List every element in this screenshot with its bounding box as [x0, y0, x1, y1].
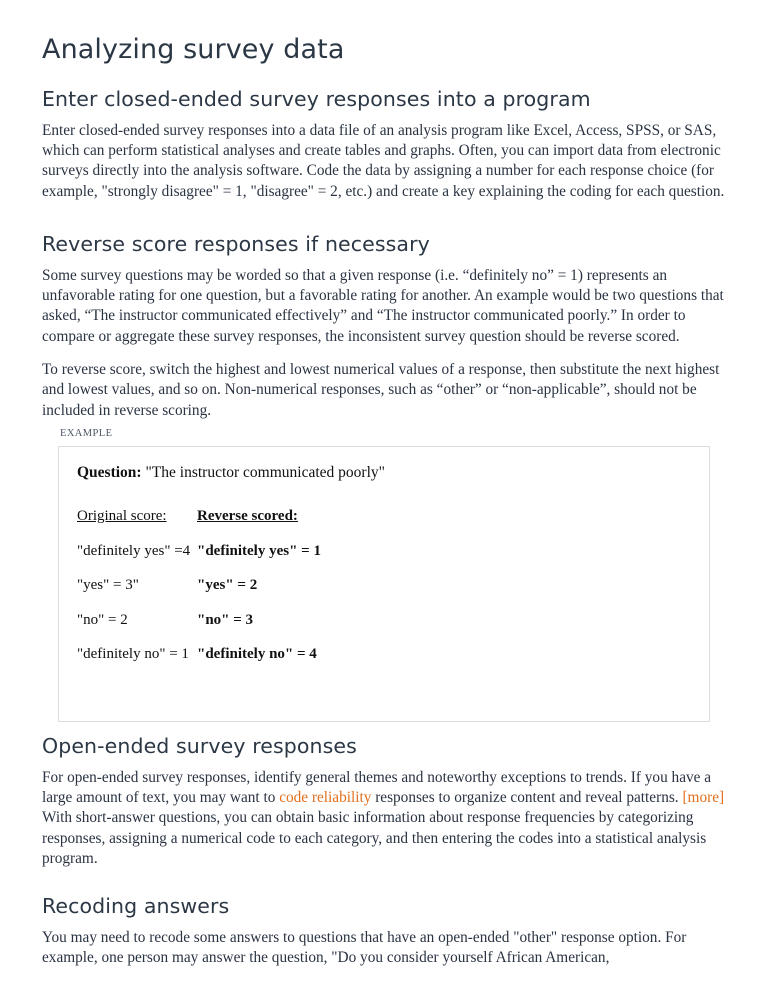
example-original-item: "definitely yes" =4 [77, 542, 191, 559]
example-columns [77, 507, 691, 665]
example-original-item: "no" = 2 [77, 611, 128, 628]
open-ended-text-1: For open-ended survey responses, identify general themes and noteworthy exceptions to trends. If you have a large amount of text, you may want to [42, 768, 712, 806]
section-spacer [42, 215, 726, 232]
example-original-heading: Original score: [77, 508, 167, 525]
example-original-column [77, 507, 197, 665]
section-paragraph: Enter closed-ended survey responses into a data file of an analysis program like Excel, Access, SPSS, or SAS, which can perform statistical analyses and create tables and graphs. Often, you can import data from electronic surveys directly into the analysis software. Code the data by assigning a number for each response choice (for example, "strongly disagree" = 1, "disagree" = 2, etc.) and create a key explaining the coding for each question. [42, 121, 725, 200]
section-paragraph: Some survey questions may be worded so that a given response (i.e. “definitely no” = 1) represents an unfavorable rating for one question, but a favorable rating for another. An example would be two questions that asked, “The instructor communicated effectively” and “The instructor communicated poorly.” In order to compare or aggregate these survey responses, the inconsistent survey question should be reverse scored. [42, 266, 724, 345]
example-question [77, 463, 691, 483]
example-box [58, 446, 710, 722]
example-reverse-item: "yes" = 2 [197, 577, 258, 594]
link-code-reliability[interactable]: code reliability [279, 788, 372, 806]
open-ended-text-2: responses to organize content and reveal patterns. [371, 788, 683, 806]
section-heading-reverse-score: Reverse score responses if necessary [42, 232, 430, 257]
example-question-label: Question: [77, 464, 142, 482]
page-title: Analyzing survey data [42, 34, 345, 65]
section-heading-open-ended: Open-ended survey responses [42, 734, 357, 759]
open-ended-paragraph [42, 768, 726, 870]
example-original-item: "yes" = 3" [77, 577, 139, 594]
example-original-item: "definitely no" = 1 [77, 646, 189, 663]
example-reverse-item: "definitely yes" = 1 [197, 542, 321, 559]
example-label: EXAMPLE [60, 428, 113, 440]
example-reverse-heading: Reverse scored: [197, 508, 298, 525]
open-ended-text-3: With short-answer questions, you can obtain basic information about response frequencies by categorizing responses, assigning a numerical code to each category, and then entering the codes into a statistical analysis program. [42, 809, 707, 867]
section-spacer [42, 882, 726, 894]
section-heading-recoding-answers: Recoding answers [42, 894, 230, 919]
example-reverse-column [197, 507, 347, 665]
section-paragraph: To reverse score, switch the highest and lowest numerical values of a response, then substitute the next highest and lowest values, and so on. Non-numerical responses, such as “other” or “non-applicable”, should not be included in reverse scoring. [42, 360, 720, 419]
section-paragraph: You may need to recode some answers to questions that have an open-ended "other" response option. For example, one person may answer the question, "Do you consider yourself African American, [42, 928, 687, 967]
section-heading-enter-closed-ended: Enter closed-ended survey responses into a program [42, 87, 591, 112]
example-reverse-item: "definitely no" = 4 [197, 646, 317, 663]
example-question-text: "The instructor communicated poorly" [145, 464, 385, 482]
section-spacer [42, 722, 726, 734]
link-more[interactable]: [more] [682, 788, 725, 806]
example-reverse-item: "no" = 3 [197, 611, 254, 628]
